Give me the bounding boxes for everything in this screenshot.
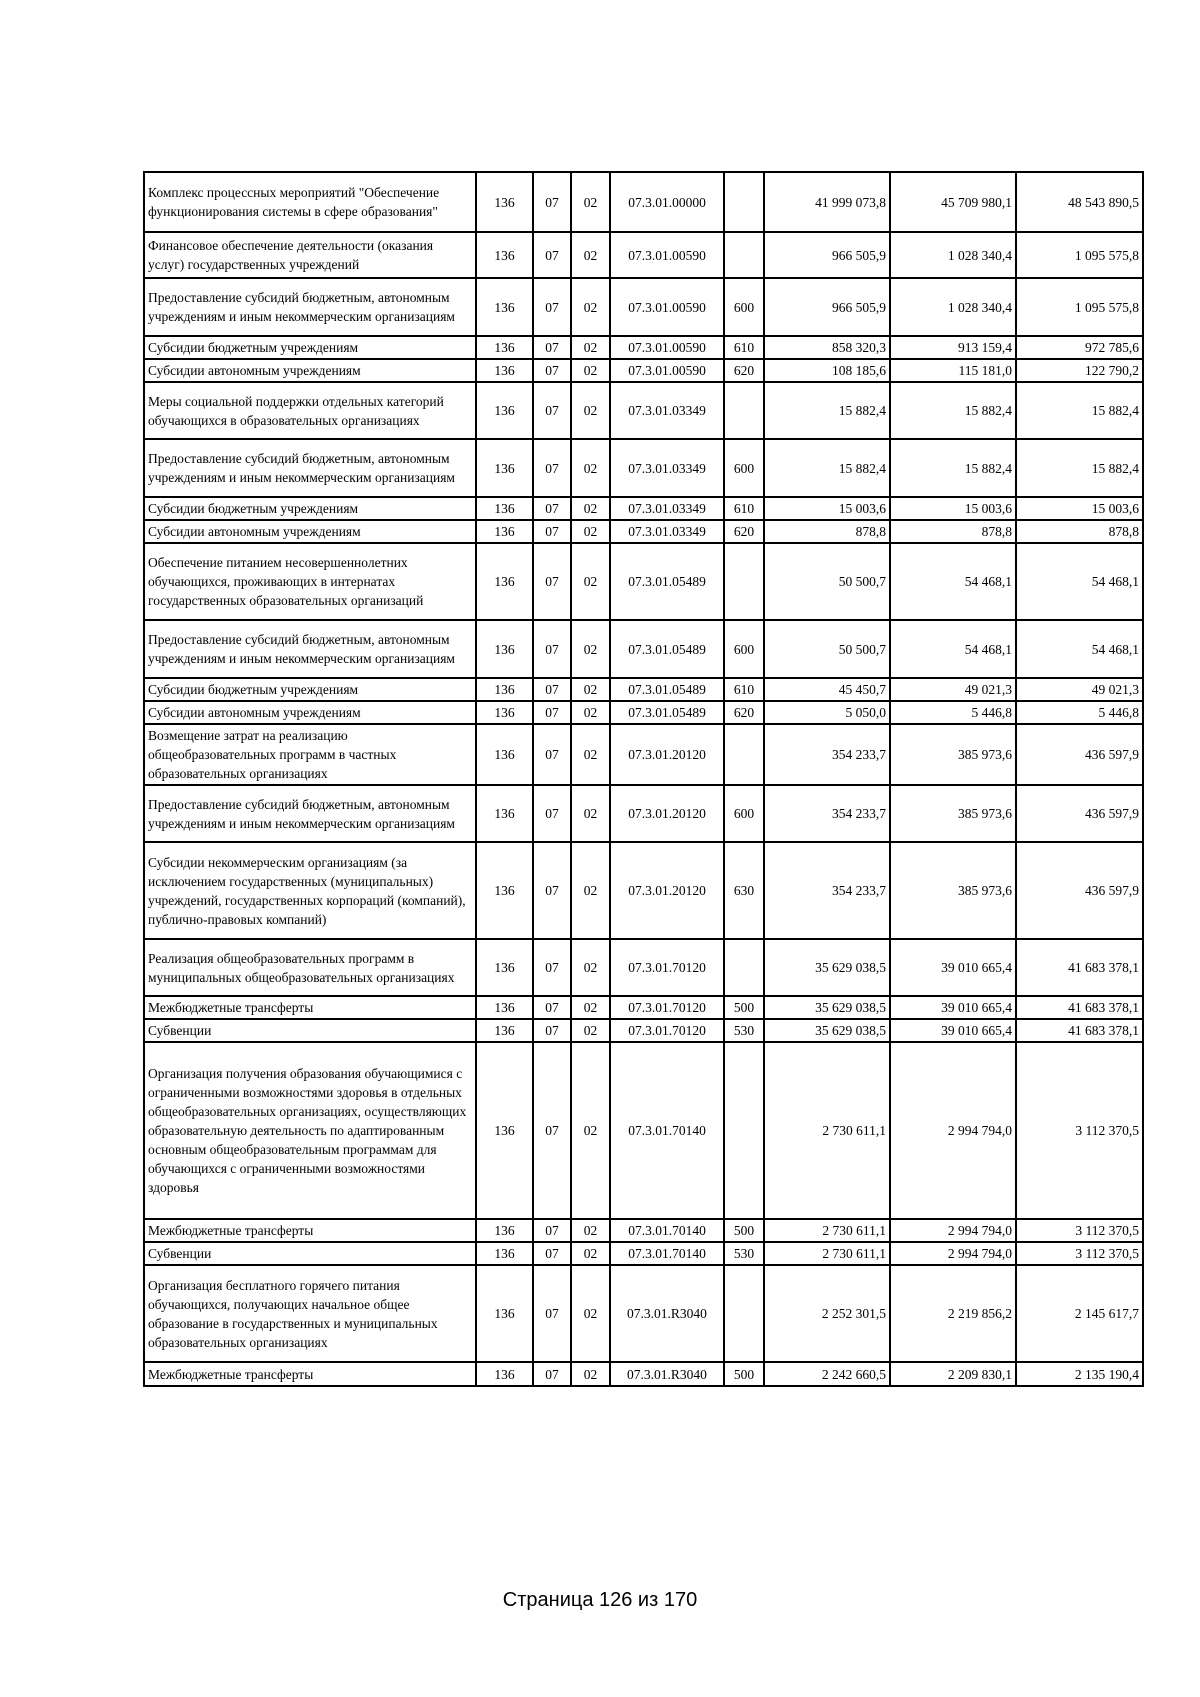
cell-year2: 2 994 794,0 [890, 1042, 1016, 1219]
cell-pr: 02 [571, 620, 610, 678]
cell-vr: 630 [724, 842, 764, 939]
cell-vr: 610 [724, 336, 764, 359]
table-row [144, 724, 1143, 785]
cell-rz: 07 [533, 620, 571, 678]
cell-year3: 3 112 370,5 [1016, 1242, 1143, 1265]
table-row [144, 439, 1143, 497]
cell-year1: 354 233,7 [764, 842, 890, 939]
cell-year2: 2 994 794,0 [890, 1219, 1016, 1242]
cell-csr: 07.3.01.00590 [610, 336, 724, 359]
cell-gr: 136 [476, 1219, 533, 1242]
cell-vr: 600 [724, 785, 764, 842]
table-row [144, 520, 1143, 543]
cell-year1: 2 252 301,5 [764, 1265, 890, 1362]
cell-rz: 07 [533, 497, 571, 520]
cell-pr: 02 [571, 520, 610, 543]
cell-pr: 02 [571, 359, 610, 382]
table-row [144, 1042, 1143, 1219]
cell-year2: 2 219 856,2 [890, 1265, 1016, 1362]
cell-gr: 136 [476, 1019, 533, 1042]
cell-rz: 07 [533, 701, 571, 724]
cell-gr: 136 [476, 1265, 533, 1362]
cell-rz: 07 [533, 939, 571, 996]
cell-vr: 500 [724, 996, 764, 1019]
cell-year1: 15 882,4 [764, 439, 890, 497]
cell-year2: 2 994 794,0 [890, 1242, 1016, 1265]
cell-year1: 35 629 038,5 [764, 996, 890, 1019]
cell-year3: 1 095 575,8 [1016, 232, 1143, 278]
cell-year1: 35 629 038,5 [764, 1019, 890, 1042]
cell-vr: 530 [724, 1019, 764, 1042]
cell-year3: 54 468,1 [1016, 543, 1143, 620]
cell-pr: 02 [571, 785, 610, 842]
cell-year2: 385 973,6 [890, 785, 1016, 842]
cell-vr [724, 1265, 764, 1362]
cell-csr: 07.3.01.05489 [610, 543, 724, 620]
cell-pr: 02 [571, 724, 610, 785]
cell-pr: 02 [571, 678, 610, 701]
cell-year1: 966 505,9 [764, 278, 890, 336]
cell-rz: 07 [533, 678, 571, 701]
cell-name: Предоставление субсидий бюджетным, автономным учреждениям и иным некоммерческим организациям [144, 620, 476, 678]
cell-gr: 136 [476, 278, 533, 336]
cell-csr: 07.3.01.70140 [610, 1042, 724, 1219]
cell-name: Межбюджетные трансферты [144, 996, 476, 1019]
cell-year3: 48 543 890,5 [1016, 172, 1143, 232]
table-row [144, 543, 1143, 620]
cell-year3: 3 112 370,5 [1016, 1219, 1143, 1242]
cell-vr: 600 [724, 278, 764, 336]
cell-pr: 02 [571, 382, 610, 439]
cell-csr: 07.3.01.70120 [610, 1019, 724, 1042]
cell-csr: 07.3.01.20120 [610, 842, 724, 939]
table-row [144, 359, 1143, 382]
cell-pr: 02 [571, 1042, 610, 1219]
cell-year2: 1 028 340,4 [890, 232, 1016, 278]
cell-year3: 972 785,6 [1016, 336, 1143, 359]
cell-pr: 02 [571, 543, 610, 620]
cell-vr [724, 172, 764, 232]
cell-gr: 136 [476, 701, 533, 724]
cell-pr: 02 [571, 336, 610, 359]
cell-rz: 07 [533, 1019, 571, 1042]
cell-pr: 02 [571, 1219, 610, 1242]
cell-rz: 07 [533, 172, 571, 232]
cell-vr: 600 [724, 439, 764, 497]
cell-csr: 07.3.01.03349 [610, 520, 724, 543]
cell-vr [724, 382, 764, 439]
cell-name: Субсидии некоммерческим организациям (за исключением государственных (муниципальных) учреждений, государственных корпораций (компаний), публично-правовых компаний) [144, 842, 476, 939]
cell-gr: 136 [476, 1242, 533, 1265]
table-row [144, 497, 1143, 520]
cell-year1: 15 003,6 [764, 497, 890, 520]
cell-csr: 07.3.01.00590 [610, 232, 724, 278]
cell-pr: 02 [571, 172, 610, 232]
cell-year1: 354 233,7 [764, 785, 890, 842]
cell-name: Межбюджетные трансферты [144, 1219, 476, 1242]
cell-rz: 07 [533, 543, 571, 620]
budget-table [143, 171, 1144, 1387]
cell-year2: 15 882,4 [890, 439, 1016, 497]
cell-vr: 620 [724, 520, 764, 543]
cell-vr: 620 [724, 359, 764, 382]
cell-year2: 45 709 980,1 [890, 172, 1016, 232]
cell-vr: 500 [724, 1219, 764, 1242]
cell-year1: 108 185,6 [764, 359, 890, 382]
cell-gr: 136 [476, 520, 533, 543]
cell-csr: 07.3.01.05489 [610, 678, 724, 701]
cell-year3: 49 021,3 [1016, 678, 1143, 701]
cell-year3: 41 683 378,1 [1016, 996, 1143, 1019]
cell-year2: 5 446,8 [890, 701, 1016, 724]
cell-gr: 136 [476, 172, 533, 232]
cell-pr: 02 [571, 232, 610, 278]
cell-csr: 07.3.01.R3040 [610, 1362, 724, 1386]
cell-name: Возмещение затрат на реализацию общеобразовательных программ в частных образовательных организациях [144, 724, 476, 785]
cell-gr: 136 [476, 497, 533, 520]
cell-vr: 610 [724, 678, 764, 701]
cell-rz: 07 [533, 724, 571, 785]
cell-name: Субсидии бюджетным учреждениям [144, 336, 476, 359]
cell-pr: 02 [571, 497, 610, 520]
cell-pr: 02 [571, 1242, 610, 1265]
cell-csr: 07.3.01.70120 [610, 996, 724, 1019]
cell-rz: 07 [533, 1042, 571, 1219]
cell-year1: 41 999 073,8 [764, 172, 890, 232]
cell-year3: 41 683 378,1 [1016, 1019, 1143, 1042]
cell-vr [724, 724, 764, 785]
cell-rz: 07 [533, 439, 571, 497]
cell-year1: 354 233,7 [764, 724, 890, 785]
table-row [144, 842, 1143, 939]
cell-csr: 07.3.01.00000 [610, 172, 724, 232]
cell-year2: 15 882,4 [890, 382, 1016, 439]
cell-name: Предоставление субсидий бюджетным, автономным учреждениям и иным некоммерческим организациям [144, 278, 476, 336]
cell-vr [724, 543, 764, 620]
cell-year1: 966 505,9 [764, 232, 890, 278]
cell-year3: 2 135 190,4 [1016, 1362, 1143, 1386]
cell-year2: 54 468,1 [890, 620, 1016, 678]
cell-year1: 2 730 611,1 [764, 1042, 890, 1219]
cell-year2: 2 209 830,1 [890, 1362, 1016, 1386]
cell-rz: 07 [533, 785, 571, 842]
cell-gr: 136 [476, 336, 533, 359]
cell-gr: 136 [476, 996, 533, 1019]
table-row [144, 1265, 1143, 1362]
cell-csr: 07.3.01.00590 [610, 278, 724, 336]
cell-name: Организация получения образования обучающимися с ограниченными возможностями здоровья в отдельных общеобразовательных организациях, осуществляющих образовательную деятельность по адаптированным основным общеобразовательным программам для обучающихся с ограниченными возможностями здоровья [144, 1042, 476, 1219]
cell-year2: 385 973,6 [890, 724, 1016, 785]
cell-csr: 07.3.01.R3040 [610, 1265, 724, 1362]
cell-rz: 07 [533, 382, 571, 439]
cell-gr: 136 [476, 1362, 533, 1386]
cell-year1: 2 730 611,1 [764, 1242, 890, 1265]
cell-year2: 15 003,6 [890, 497, 1016, 520]
cell-csr: 07.3.01.20120 [610, 724, 724, 785]
cell-name: Субсидии бюджетным учреждениям [144, 678, 476, 701]
cell-csr: 07.3.01.20120 [610, 785, 724, 842]
cell-year1: 2 730 611,1 [764, 1219, 890, 1242]
cell-year3: 122 790,2 [1016, 359, 1143, 382]
cell-csr: 07.3.01.05489 [610, 701, 724, 724]
cell-pr: 02 [571, 1019, 610, 1042]
cell-vr [724, 232, 764, 278]
table-row [144, 232, 1143, 278]
cell-rz: 07 [533, 520, 571, 543]
cell-vr: 600 [724, 620, 764, 678]
cell-year3: 436 597,9 [1016, 724, 1143, 785]
cell-pr: 02 [571, 1362, 610, 1386]
cell-vr [724, 939, 764, 996]
cell-year2: 39 010 665,4 [890, 996, 1016, 1019]
cell-rz: 07 [533, 336, 571, 359]
cell-gr: 136 [476, 842, 533, 939]
cell-rz: 07 [533, 842, 571, 939]
cell-csr: 07.3.01.70120 [610, 939, 724, 996]
cell-gr: 136 [476, 232, 533, 278]
cell-year3: 15 882,4 [1016, 382, 1143, 439]
table-row [144, 785, 1143, 842]
table-row [144, 996, 1143, 1019]
cell-year3: 436 597,9 [1016, 785, 1143, 842]
cell-rz: 07 [533, 232, 571, 278]
cell-name: Финансовое обеспечение деятельности (оказания услуг) государственных учреждений [144, 232, 476, 278]
cell-rz: 07 [533, 278, 571, 336]
cell-pr: 02 [571, 278, 610, 336]
table-body [144, 172, 1143, 1386]
cell-year1: 878,8 [764, 520, 890, 543]
cell-csr: 07.3.01.00590 [610, 359, 724, 382]
cell-year3: 2 145 617,7 [1016, 1265, 1143, 1362]
cell-year1: 35 629 038,5 [764, 939, 890, 996]
cell-vr [724, 1042, 764, 1219]
cell-year2: 385 973,6 [890, 842, 1016, 939]
cell-name: Меры социальной поддержки отдельных категорий обучающихся в образовательных организациях [144, 382, 476, 439]
cell-vr: 500 [724, 1362, 764, 1386]
cell-year3: 878,8 [1016, 520, 1143, 543]
table-row [144, 1219, 1143, 1242]
cell-year1: 5 050,0 [764, 701, 890, 724]
cell-vr: 620 [724, 701, 764, 724]
cell-pr: 02 [571, 996, 610, 1019]
cell-gr: 136 [476, 439, 533, 497]
cell-year2: 39 010 665,4 [890, 939, 1016, 996]
cell-csr: 07.3.01.70140 [610, 1219, 724, 1242]
cell-year3: 1 095 575,8 [1016, 278, 1143, 336]
table-row [144, 678, 1143, 701]
cell-gr: 136 [476, 620, 533, 678]
cell-csr: 07.3.01.05489 [610, 620, 724, 678]
cell-rz: 07 [533, 1219, 571, 1242]
cell-vr: 530 [724, 1242, 764, 1265]
cell-year1: 50 500,7 [764, 620, 890, 678]
cell-year2: 54 468,1 [890, 543, 1016, 620]
cell-year2: 878,8 [890, 520, 1016, 543]
cell-year3: 5 446,8 [1016, 701, 1143, 724]
cell-year2: 913 159,4 [890, 336, 1016, 359]
table-row [144, 336, 1143, 359]
cell-rz: 07 [533, 996, 571, 1019]
cell-csr: 07.3.01.03349 [610, 439, 724, 497]
cell-pr: 02 [571, 439, 610, 497]
cell-year3: 3 112 370,5 [1016, 1042, 1143, 1219]
cell-name: Организация бесплатного горячего питания обучающихся, получающих начальное общее образование в государственных и муниципальных образовательных организациях [144, 1265, 476, 1362]
cell-pr: 02 [571, 701, 610, 724]
cell-year2: 39 010 665,4 [890, 1019, 1016, 1042]
cell-name: Субсидии автономным учреждениям [144, 359, 476, 382]
cell-gr: 136 [476, 1042, 533, 1219]
cell-rz: 07 [533, 1242, 571, 1265]
cell-year3: 15 882,4 [1016, 439, 1143, 497]
cell-csr: 07.3.01.03349 [610, 497, 724, 520]
cell-year3: 15 003,6 [1016, 497, 1143, 520]
cell-year1: 45 450,7 [764, 678, 890, 701]
cell-name: Субсидии автономным учреждениям [144, 701, 476, 724]
cell-name: Предоставление субсидий бюджетным, автономным учреждениям и иным некоммерческим организациям [144, 439, 476, 497]
cell-name: Межбюджетные трансферты [144, 1362, 476, 1386]
cell-pr: 02 [571, 842, 610, 939]
cell-year2: 1 028 340,4 [890, 278, 1016, 336]
table-row [144, 172, 1143, 232]
table-row [144, 278, 1143, 336]
cell-rz: 07 [533, 359, 571, 382]
cell-year3: 436 597,9 [1016, 842, 1143, 939]
table-row [144, 939, 1143, 996]
page-number: Страница 126 из 170 [502, 1589, 698, 1611]
cell-csr: 07.3.01.03349 [610, 382, 724, 439]
cell-gr: 136 [476, 382, 533, 439]
cell-pr: 02 [571, 939, 610, 996]
cell-name: Субвенции [144, 1242, 476, 1265]
cell-gr: 136 [476, 939, 533, 996]
cell-year1: 50 500,7 [764, 543, 890, 620]
cell-gr: 136 [476, 678, 533, 701]
cell-year2: 49 021,3 [890, 678, 1016, 701]
table-row [144, 620, 1143, 678]
cell-vr: 610 [724, 497, 764, 520]
cell-year1: 2 242 660,5 [764, 1362, 890, 1386]
cell-year1: 15 882,4 [764, 382, 890, 439]
cell-rz: 07 [533, 1362, 571, 1386]
cell-name: Реализация общеобразовательных программ в муниципальных общеобразовательных организациях [144, 939, 476, 996]
cell-gr: 136 [476, 785, 533, 842]
cell-name: Обеспечение питанием несовершеннолетних обучающихся, проживающих в интернатах государственных образовательных организаций [144, 543, 476, 620]
cell-year2: 115 181,0 [890, 359, 1016, 382]
cell-year3: 41 683 378,1 [1016, 939, 1143, 996]
table-row [144, 1242, 1143, 1265]
table-row [144, 1019, 1143, 1042]
table-row [144, 701, 1143, 724]
cell-gr: 136 [476, 543, 533, 620]
cell-gr: 136 [476, 724, 533, 785]
cell-rz: 07 [533, 1265, 571, 1362]
cell-name: Комплекс процессных мероприятий "Обеспечение функционирования системы в сфере образования" [144, 172, 476, 232]
cell-name: Субвенции [144, 1019, 476, 1042]
cell-year3: 54 468,1 [1016, 620, 1143, 678]
cell-pr: 02 [571, 1265, 610, 1362]
cell-name: Субсидии бюджетным учреждениям [144, 497, 476, 520]
table-row [144, 1362, 1143, 1386]
cell-name: Предоставление субсидий бюджетным, автономным учреждениям и иным некоммерческим организациям [144, 785, 476, 842]
cell-gr: 136 [476, 359, 533, 382]
cell-csr: 07.3.01.70140 [610, 1242, 724, 1265]
table-row [144, 382, 1143, 439]
cell-year1: 858 320,3 [764, 336, 890, 359]
cell-name: Субсидии автономным учреждениям [144, 520, 476, 543]
